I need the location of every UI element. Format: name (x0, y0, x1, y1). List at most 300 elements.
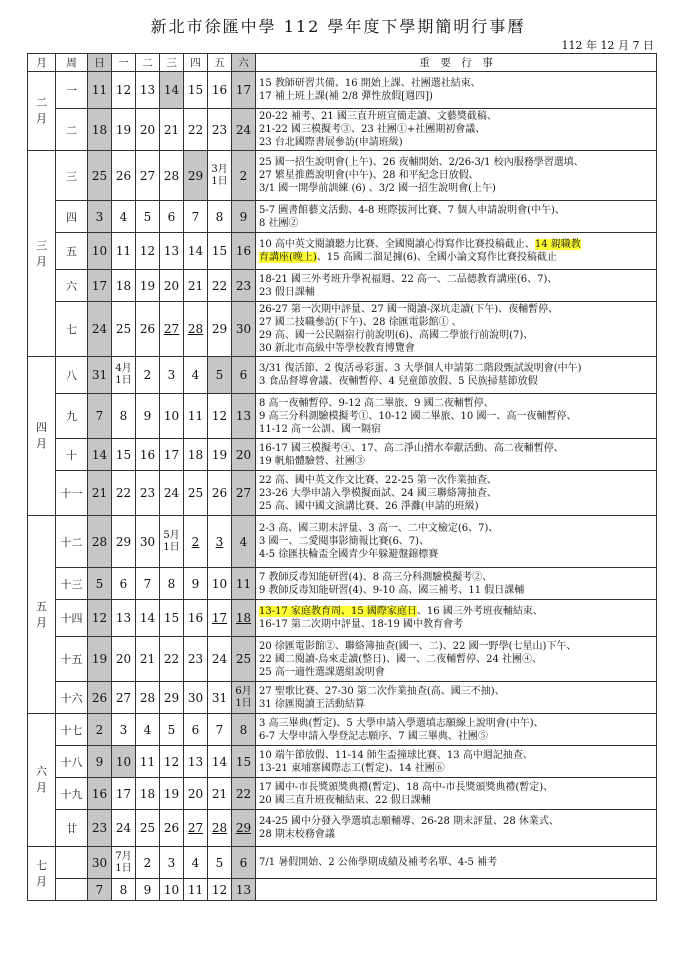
day-sat: 11 (232, 568, 256, 600)
day-tue: 28 (136, 682, 160, 714)
events-cell (256, 637, 657, 682)
events-cell (256, 847, 657, 879)
month-cell: 三 月 (28, 151, 56, 357)
day-mon: 29 (112, 516, 136, 568)
week-row (28, 600, 657, 637)
event-text: 3 高三畢典(暫定)、5 大學申請入學選填志願線上說明會(中午)、 (259, 717, 544, 729)
week-number: 五 (56, 233, 88, 270)
day-tue: 7 (136, 568, 160, 600)
event-line (259, 762, 653, 775)
event-line (259, 342, 653, 355)
event-text: 27 繁星推薦說明會(中午)、28 和平紀念日放假、 (259, 170, 479, 181)
week-row (28, 879, 657, 901)
events-cell (256, 778, 657, 810)
day-fri: 16 (208, 72, 232, 109)
week-row (28, 151, 657, 201)
day-sat: 15 (232, 746, 256, 778)
events-cell (256, 471, 657, 516)
day-thu: 11 (184, 879, 208, 901)
day-thu: 18 (184, 439, 208, 471)
week-row (28, 439, 657, 471)
day-tue: 4 (136, 714, 160, 746)
event-text: 17 補上班上課(補 2/8 彈性放假[週四]) (259, 91, 433, 102)
day-wed: 6 (160, 201, 184, 233)
event-text: 25 高、國中國文演講比賽、26 淨灘(申請的班級) (259, 500, 479, 512)
day-fri: 24 (208, 637, 232, 682)
day-mon: 13 (112, 600, 136, 637)
day-sat: 18 (232, 600, 256, 637)
event-text: 21-22 國三模擬考③、23 社團①+社團期初會議、 (259, 124, 486, 135)
day-mon: 4 (112, 201, 136, 233)
day-fri: 22 (208, 270, 232, 302)
event-line (259, 217, 653, 230)
day-mon: 15 (112, 439, 136, 471)
day-thu: 11 (184, 394, 208, 439)
week-number: 二 (56, 109, 88, 151)
week-number: 十七 (56, 714, 88, 746)
day-thu: 15 (184, 72, 208, 109)
day-wed: 27 (160, 302, 184, 357)
day-sun: 11 (88, 72, 112, 109)
day-thu: 20 (184, 778, 208, 810)
day-wed: 19 (160, 778, 184, 810)
event-text: 30 新北市高級中等學校教育博覽會 (259, 343, 415, 354)
week-number: 十六 (56, 682, 88, 714)
day-fri: 5 (208, 357, 232, 394)
day-sun: 16 (88, 778, 112, 810)
event-line (259, 571, 653, 584)
event-line (259, 204, 653, 217)
day-thu: 7 (184, 201, 208, 233)
event-text: 22 國二閱讀-烏來走讀(整日)、國一、二夜輔暫停、24 社團④、 (259, 653, 542, 665)
event-line (259, 423, 653, 436)
event-line (259, 781, 653, 794)
day-sat: 22 (232, 778, 256, 810)
event-line (259, 474, 653, 487)
event-text: 16-17 第二次期中評量、18-19 國中教育會考 (259, 619, 464, 630)
day-mon: 22 (112, 471, 136, 516)
event-line (259, 685, 653, 698)
event-text: 6-7 大學申請入學登記志願序、7 國三畢典、社團⑤ (259, 730, 488, 742)
event-line (259, 698, 653, 711)
day-mon: 3 (112, 714, 136, 746)
event-text: 25 國一招生說明會(上午)、26 夜輔開始、2/26-3/1 校內服務學習選填、 (259, 157, 584, 168)
event-text: 8 社團② (259, 217, 299, 229)
events-cell (256, 746, 657, 778)
day-tue: 19 (136, 270, 160, 302)
day-mon: 7月 1日 (112, 847, 136, 879)
day-sat: 30 (232, 302, 256, 357)
day-mon: 25 (112, 302, 136, 357)
events-cell (256, 439, 657, 471)
events-cell (256, 394, 657, 439)
event-text: 25 高一適性選課選組說明會 (259, 666, 385, 678)
week-number: 三 (56, 151, 88, 201)
event-text: 3 國一、二愛閱事影簡報比賽(6、7)、 (259, 536, 430, 547)
day-wed: 3 (160, 847, 184, 879)
day-mon: 18 (112, 270, 136, 302)
event-text: 3 食品督導會議、夜輔暫停、4 兒童節放假、5 民族掃墓節放假 (259, 376, 538, 387)
col-sat: 六 (232, 54, 256, 72)
day-sun: 17 (88, 270, 112, 302)
day-thu: 4 (184, 357, 208, 394)
events-cell (256, 233, 657, 270)
event-line (259, 303, 653, 316)
event-line (259, 749, 653, 762)
event-line (259, 375, 653, 388)
week-number: 十三 (56, 568, 88, 600)
event-line (259, 238, 653, 251)
week-row (28, 72, 657, 109)
week-row (28, 682, 657, 714)
month-cell: 二 月 (28, 72, 56, 151)
event-line (259, 584, 653, 597)
day-wed: 10 (160, 879, 184, 901)
events-cell (256, 357, 657, 394)
week-number: 十四 (56, 600, 88, 637)
day-tue: 25 (136, 810, 160, 847)
day-tue: 20 (136, 109, 160, 151)
event-text: 27 聖歌比賽、27-30 第二次作業抽查(高、國三不抽)、 (259, 685, 505, 697)
day-thu: 27 (184, 810, 208, 847)
events-cell (256, 151, 657, 201)
week-number: 十二 (56, 516, 88, 568)
day-sat: 23 (232, 270, 256, 302)
week-number: 十五 (56, 637, 88, 682)
day-sat: 9 (232, 201, 256, 233)
day-thu: 21 (184, 270, 208, 302)
event-text: 8 高一夜輔暫停、9-12 高二畢旅、9 國二夜輔暫停、 (259, 397, 494, 409)
day-sun: 18 (88, 109, 112, 151)
event-line (259, 123, 653, 136)
day-tue: 23 (136, 471, 160, 516)
day-fri: 12 (208, 879, 232, 901)
month-cell: 五 月 (28, 516, 56, 714)
event-line (259, 522, 653, 535)
event-text: 23 假日課輔 (259, 286, 315, 298)
month-cell: 六 月 (28, 714, 56, 847)
day-sun: 12 (88, 600, 112, 637)
highlighted-event: 14 親職教 (534, 239, 581, 250)
day-mon: 24 (112, 810, 136, 847)
day-sat: 13 (232, 394, 256, 439)
day-wed: 10 (160, 394, 184, 439)
event-text: 16-17 國三模擬考④、17、高二淨山揹水奉獻活動、高二夜輔暫停、 (259, 442, 564, 454)
day-sat: 6月 1日 (232, 682, 256, 714)
events-cell (256, 810, 657, 847)
event-text: 23 台北國際書展參訪(申請班級) (259, 137, 403, 148)
day-sat: 6 (232, 847, 256, 879)
week-row (28, 778, 657, 810)
day-mon: 4月 1日 (112, 357, 136, 394)
day-tue: 13 (136, 72, 160, 109)
day-tue: 12 (136, 233, 160, 270)
day-sat: 16 (232, 233, 256, 270)
day-sun: 21 (88, 471, 112, 516)
highlighted-event: 13-17 家庭教育周、15 國際家庭日 (259, 606, 417, 617)
day-wed: 20 (160, 270, 184, 302)
event-line (259, 169, 653, 182)
event-text: 28 期末校務會議 (259, 829, 335, 840)
day-tue: 11 (136, 746, 160, 778)
event-line (259, 362, 653, 375)
events-cell (256, 516, 657, 568)
day-wed: 5月 1日 (160, 516, 184, 568)
events-cell (256, 109, 657, 151)
events-cell (256, 600, 657, 637)
day-sat: 2 (232, 151, 256, 201)
day-mon: 17 (112, 778, 136, 810)
event-line (259, 329, 653, 342)
day-sun: 7 (88, 879, 112, 901)
day-sun: 7 (88, 394, 112, 439)
day-fri: 19 (208, 439, 232, 471)
events-cell (256, 879, 657, 901)
event-text: 20-22 補考、21 國三直升班宣簡走讀、文藝獎截稿、 (259, 111, 497, 122)
day-fri: 26 (208, 471, 232, 516)
day-sun: 14 (88, 439, 112, 471)
day-thu: 30 (184, 682, 208, 714)
week-row (28, 714, 657, 746)
events-cell (256, 302, 657, 357)
event-line (259, 273, 653, 286)
week-row (28, 810, 657, 847)
day-wed: 21 (160, 109, 184, 151)
events-cell (256, 72, 657, 109)
day-fri: 14 (208, 746, 232, 778)
day-sun: 10 (88, 233, 112, 270)
event-line (259, 717, 653, 730)
week-row (28, 568, 657, 600)
week-number: 十一 (56, 471, 88, 516)
day-tue: 30 (136, 516, 160, 568)
event-text: 、15 高國二溜足據(6)、全國小論文寫作比賽投稿截止 (316, 252, 557, 263)
event-line (259, 397, 653, 410)
week-number: 七 (56, 302, 88, 357)
day-wed: 28 (160, 151, 184, 201)
day-fri: 23 (208, 109, 232, 151)
day-sat: 25 (232, 637, 256, 682)
day-sun: 25 (88, 151, 112, 201)
col-mon: 一 (112, 54, 136, 72)
event-text: 9 高三分科測驗模擬考①、10-12 國二畢旅、10 國一、高一夜輔暫停、 (259, 410, 577, 422)
day-sat: 24 (232, 109, 256, 151)
event-line (259, 442, 653, 455)
event-text: 3/1 國一開學前訓練 (6) 、3/2 國一招生說明會(上午) (259, 183, 496, 194)
day-thu: 6 (184, 714, 208, 746)
week-row (28, 357, 657, 394)
events-cell (256, 270, 657, 302)
event-text: 19 帆船體驗營、社團③ (259, 455, 365, 467)
day-fri: 28 (208, 810, 232, 847)
day-tue: 9 (136, 879, 160, 901)
highlighted-event: 育講座(晚上) (259, 252, 317, 263)
event-text: 9 教師反毒知能研習(4)、9-10 高、國三補考、11 假日課輔 (259, 584, 525, 596)
document-date: 112 年 12 月 7 日 (561, 39, 654, 52)
week-row (28, 746, 657, 778)
day-sun: 19 (88, 637, 112, 682)
day-sat: 13 (232, 879, 256, 901)
col-wed: 三 (160, 54, 184, 72)
event-line (259, 156, 653, 169)
week-row (28, 637, 657, 682)
day-thu: 29 (184, 151, 208, 201)
day-thu: 25 (184, 471, 208, 516)
event-text: 、16 國三外考班夜輔結束、 (416, 606, 543, 617)
week-number: 一 (56, 72, 88, 109)
day-tue: 2 (136, 357, 160, 394)
day-sun: 26 (88, 682, 112, 714)
day-tue: 27 (136, 151, 160, 201)
event-line (259, 815, 653, 828)
day-wed: 12 (160, 746, 184, 778)
event-line (259, 666, 653, 679)
event-text: 20 徐匯電影館②、聯絡簿抽查(國一、二)、22 國一野學(七星山)下午、 (259, 640, 577, 652)
event-text: 7 教師反毒知能研習(4)、8 高三分科測驗模擬考②、 (259, 571, 493, 583)
day-thu: 28 (184, 302, 208, 357)
day-sat: 20 (232, 439, 256, 471)
col-thu: 四 (184, 54, 208, 72)
event-line (259, 730, 653, 743)
col-month: 月 (28, 54, 56, 72)
day-tue: 18 (136, 778, 160, 810)
events-cell (256, 682, 657, 714)
day-fri: 15 (208, 233, 232, 270)
day-wed: 29 (160, 682, 184, 714)
calendar-table (27, 53, 657, 901)
day-sat: 4 (232, 516, 256, 568)
day-wed: 24 (160, 471, 184, 516)
header-row (28, 54, 657, 72)
col-events: 重 要 行 事 (256, 54, 657, 72)
event-text: 7/1 暑假開始、2 公佈學期成績及補考名單、4-5 補考 (259, 857, 498, 868)
day-wed: 5 (160, 714, 184, 746)
day-mon: 26 (112, 151, 136, 201)
week-number (56, 879, 88, 901)
event-text: 27 國二技職參訪(下午)、28 徐匯電影館① 、 (259, 317, 462, 328)
day-fri: 29 (208, 302, 232, 357)
day-tue: 5 (136, 201, 160, 233)
day-thu: 13 (184, 746, 208, 778)
week-row (28, 270, 657, 302)
day-sun: 24 (88, 302, 112, 357)
day-fri: 17 (208, 600, 232, 637)
week-number (56, 847, 88, 879)
day-wed: 17 (160, 439, 184, 471)
day-tue: 2 (136, 847, 160, 879)
month-cell: 七 月 (28, 847, 56, 901)
event-line (259, 316, 653, 329)
week-number: 八 (56, 357, 88, 394)
events-cell (256, 201, 657, 233)
col-sun: 日 (88, 54, 112, 72)
event-text: 15 教師研習共備、16 開始上課、社團選社結束、 (259, 78, 481, 89)
week-row (28, 302, 657, 357)
event-line (259, 500, 653, 513)
day-wed: 22 (160, 637, 184, 682)
day-thu: 23 (184, 637, 208, 682)
event-text: 11-12 高一公訓、國一隔宿 (259, 423, 382, 435)
event-line (259, 487, 653, 500)
day-fri: 8 (208, 201, 232, 233)
day-thu: 4 (184, 847, 208, 879)
week-number: 六 (56, 270, 88, 302)
day-mon: 6 (112, 568, 136, 600)
day-sun: 5 (88, 568, 112, 600)
event-text: 22 高、國中英文作文比賽、22-25 第一次作業抽查、 (259, 474, 497, 486)
event-line (259, 110, 653, 123)
day-sun: 9 (88, 746, 112, 778)
event-line (259, 410, 653, 423)
event-text: 29 高、國一公民隔宿行前說明(6)、高國二學旅行前說明(7)、 (259, 330, 534, 341)
day-mon: 27 (112, 682, 136, 714)
event-text: 23-26 大學申請入學模擬面試、24 國三聯絡簿抽查、 (259, 487, 497, 499)
week-number: 十八 (56, 746, 88, 778)
event-text: 5-7 圖書館藝文活動、4-8 班際拔河比賽、7 個人申請說明會(中午)、 (259, 204, 565, 216)
event-text: 17 國中-市長獎頒獎典禮(暫定)、18 高中-市長獎頒獎典禮(暫定)、 (259, 781, 554, 793)
event-text: 24-25 國中分發入學選填志願輔導、26-28 期末評量、28 休業式、 (259, 816, 559, 827)
event-line (259, 251, 653, 264)
day-mon: 8 (112, 394, 136, 439)
day-fri: 31 (208, 682, 232, 714)
day-tue: 26 (136, 302, 160, 357)
event-line (259, 535, 653, 548)
day-mon: 12 (112, 72, 136, 109)
event-line (259, 618, 653, 631)
day-sat: 27 (232, 471, 256, 516)
day-wed: 3 (160, 357, 184, 394)
week-number: 廿 (56, 810, 88, 847)
event-line (259, 794, 653, 807)
event-line (259, 136, 653, 149)
event-line (259, 77, 653, 90)
day-sun: 31 (88, 357, 112, 394)
day-mon: 20 (112, 637, 136, 682)
event-text: 10 端午節放假、11-14 師生盃撞球比賽、13 高中週記抽查、 (259, 749, 533, 761)
event-text: 10 高中英文閱讀聽力比賽、全國閱讀心得寫作比賽投稿截止、 (259, 239, 535, 250)
event-text: 20 國三直升班夜輔結束、22 假日課輔 (259, 794, 431, 806)
week-row (28, 109, 657, 151)
event-text: 13-21 東埔寨國際志工(暫定)、14 社團⑥ (259, 762, 445, 774)
day-fri: 3月 1日 (208, 151, 232, 201)
day-tue: 9 (136, 394, 160, 439)
col-tue: 二 (136, 54, 160, 72)
event-text: 18-21 國三外考班升學祝福週、22 高一、二品德教育講座(6、7)、 (259, 273, 558, 285)
event-text: 26-27 第一次期中評量、27 國一閱讀-深坑走讀(下午)、夜輔暫停、 (259, 304, 559, 315)
week-number: 十九 (56, 778, 88, 810)
event-line (259, 640, 653, 653)
week-number: 十 (56, 439, 88, 471)
event-line (259, 605, 653, 618)
day-tue: 21 (136, 637, 160, 682)
day-fri: 3 (208, 516, 232, 568)
week-row (28, 394, 657, 439)
event-line (259, 286, 653, 299)
event-line (259, 653, 653, 666)
event-line (259, 182, 653, 195)
day-sat: 8 (232, 714, 256, 746)
day-tue: 14 (136, 600, 160, 637)
week-row (28, 471, 657, 516)
day-thu: 2 (184, 516, 208, 568)
day-sun: 23 (88, 810, 112, 847)
day-tue: 16 (136, 439, 160, 471)
col-week: 周 (56, 54, 88, 72)
event-line (259, 455, 653, 468)
week-row (28, 516, 657, 568)
week-row (28, 233, 657, 270)
event-line (259, 548, 653, 561)
